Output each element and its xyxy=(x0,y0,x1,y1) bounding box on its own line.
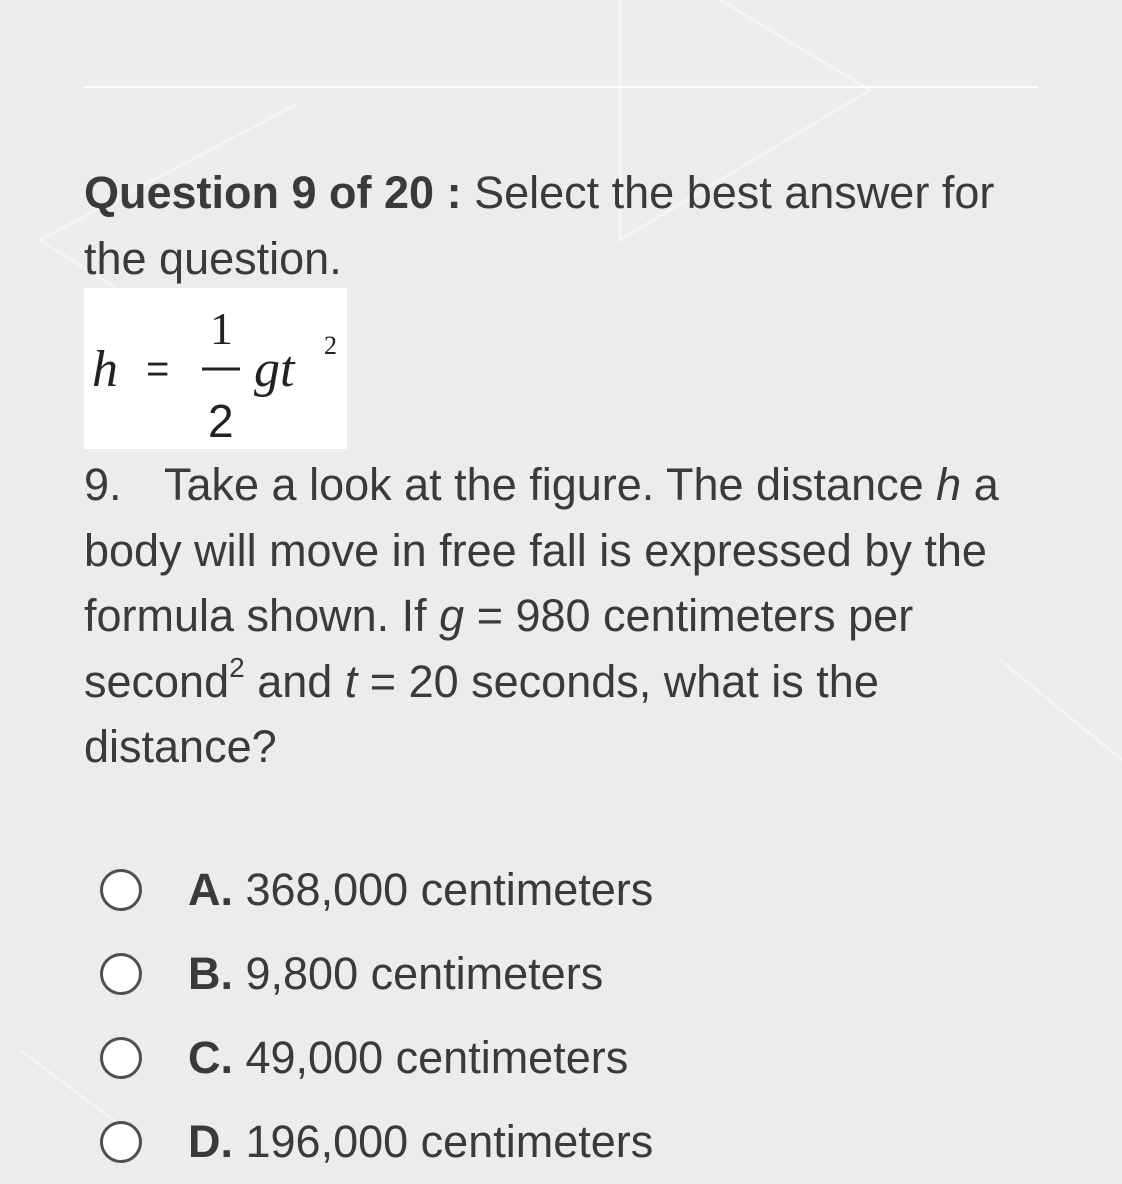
answer-choices xyxy=(100,848,1100,1184)
radio-button[interactable] xyxy=(100,1121,142,1163)
choice-letter: D. xyxy=(188,1116,233,1167)
choice-d[interactable] xyxy=(100,1100,1100,1184)
top-divider xyxy=(84,86,1038,88)
formula-exponent: 2 xyxy=(324,331,337,360)
question-text-part: = 980 centimeters per second xyxy=(84,590,914,707)
formula-image xyxy=(84,288,347,449)
question-text-part: Take a look at the figure. The distance xyxy=(164,459,937,510)
question-text xyxy=(84,452,1044,780)
choice-c[interactable] xyxy=(100,1016,1100,1100)
choice-value: 196,000 centimeters xyxy=(233,1116,654,1167)
question-text-part: a body will move in free fall is expressed by the formula shown. If xyxy=(84,459,999,641)
choice-label xyxy=(188,864,653,916)
radio-button[interactable] xyxy=(100,953,142,995)
question-text-part: = 20 seconds, what is the distance? xyxy=(84,655,879,772)
question-text-part: and xyxy=(244,655,345,707)
question-number: 9. xyxy=(84,459,122,510)
radio-button[interactable] xyxy=(100,1037,142,1079)
choice-label xyxy=(188,1116,653,1168)
choice-value: 9,800 centimeters xyxy=(233,948,604,999)
superscript-two: 2 xyxy=(229,651,245,683)
choice-label xyxy=(188,948,603,1000)
choice-letter: B. xyxy=(188,948,233,999)
question-counter: Question 9 of 20 : xyxy=(84,167,462,218)
formula-equals: = xyxy=(146,347,170,391)
question-header xyxy=(84,160,1024,292)
choice-b[interactable] xyxy=(100,932,1100,1016)
choice-letter: A. xyxy=(188,864,233,915)
formula-rhs: gt xyxy=(254,341,295,398)
variable-h: h xyxy=(936,459,962,510)
radio-button[interactable] xyxy=(100,869,142,911)
choice-value: 368,000 centimeters xyxy=(233,864,654,915)
variable-g: g xyxy=(439,590,465,641)
question-instruction: Select the best answer for the question. xyxy=(84,167,995,284)
variable-t: t xyxy=(344,655,358,707)
choice-a[interactable] xyxy=(100,848,1100,932)
formula-denominator: 2 xyxy=(208,395,234,447)
choice-label xyxy=(188,1032,628,1084)
choice-value: 49,000 centimeters xyxy=(233,1032,629,1083)
formula-lhs: h xyxy=(92,341,118,398)
choice-letter: C. xyxy=(188,1032,233,1083)
formula-numerator: 1 xyxy=(210,303,233,354)
